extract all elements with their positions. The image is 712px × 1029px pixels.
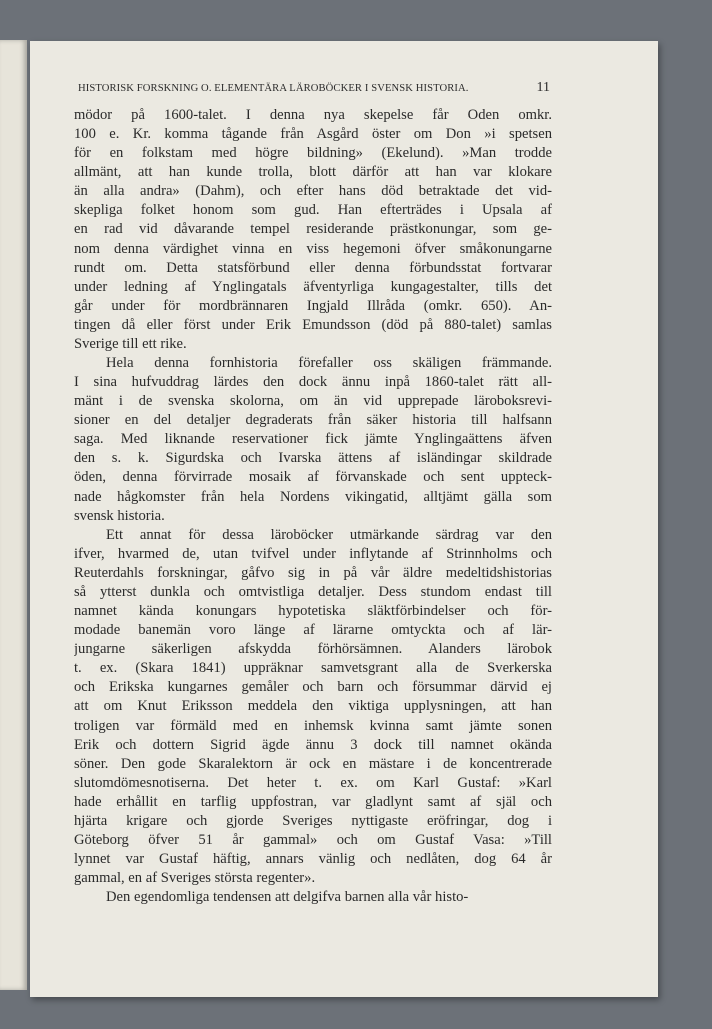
text-line: än alla andra» (Dahm), och efter hans död betraktade det vid- bbox=[74, 183, 552, 200]
text-line: nom denna värdighet vinna en viss hegemoni öfver småkonungarne bbox=[74, 240, 552, 257]
text-line: Den egendomliga tendensen att delgifva barnen alla vår histo- bbox=[106, 889, 469, 906]
text-line: t. ex. (Skara 1841) uppräknar samvetsgrant alla de Sverkerska bbox=[74, 660, 552, 677]
text-line: öden, denna förvirrade mosaik af förvanskade och sent uppteck- bbox=[74, 469, 552, 486]
body-text bbox=[74, 106, 552, 907]
page-header bbox=[78, 80, 550, 96]
text-line: allmänt, att han kunde trolla, blott därför att han var klokare bbox=[74, 164, 552, 181]
text-line: söner. Den gode Skaralektorn är ock en mästare i de koncentrerade bbox=[74, 755, 552, 772]
text-line: Sverige till ett rike. bbox=[74, 335, 187, 352]
facing-page-edge bbox=[0, 40, 27, 990]
text-line: att om Knut Eriksson meddela den viktiga upplysningen, att han bbox=[74, 698, 552, 715]
text-line: och Erikska kungarnes gemåler och barn och försummar därvid ej bbox=[74, 679, 552, 696]
text-line: saga. Med liknande reservationer fick jämte Ynglingaättens äfven bbox=[74, 431, 552, 448]
text-line: ifver, hvarmed de, utan tvifvel under inflytande af Strinnholms och bbox=[74, 545, 552, 562]
text-line: hade erhållit en tarflig uppfostran, var gladlynt samt af själ och bbox=[74, 793, 552, 810]
text-line: slutomdömesnotiserna. Det heter t. ex. om Karl Gustaf: »Karl bbox=[74, 774, 552, 791]
text-line: lynnet var Gustaf häftig, annars vänlig och nedlåten, dog 64 år bbox=[74, 851, 552, 868]
text-line: den s. k. Sigurdska och Ivarska ättens af isländingar skildrade bbox=[74, 450, 552, 467]
text-line: svensk historia. bbox=[74, 507, 165, 524]
text-line: Hela denna fornhistoria förefaller oss skäligen främmande. bbox=[106, 355, 552, 372]
text-line: för en folkstam med högre bildning» (Ekelund). »Man trodde bbox=[74, 145, 552, 162]
text-line: 100 e. Kr. komma tågande från Asgård öster om Don »i spetsen bbox=[74, 126, 552, 143]
text-line: mödor på 1600-talet. I denna nya skepelse får Oden omkr. bbox=[74, 107, 552, 123]
text-line: jungarne säkerligen afskydda förhörsämnen. Alanders lärobok bbox=[74, 641, 552, 658]
page-number: 11 bbox=[536, 80, 550, 95]
text-line: under ledning af Ynglingatals äfventyrliga kungagestalter, tills det bbox=[74, 278, 552, 295]
text-line: Erik och dottern Sigrid ägde ännu 3 dock till namnet okända bbox=[74, 736, 552, 753]
text-line: I sina hufvuddrag lärdes den dock ännu inpå 1860-talet rätt all- bbox=[74, 374, 552, 391]
text-line: Ett annat för dessa läroböcker utmärkande särdrag var den bbox=[106, 526, 552, 543]
text-line: Göteborg öfver 51 år gammal» och om Gustaf Vasa: »Till bbox=[74, 831, 552, 848]
text-line: nade hågkomster från hela Nordens vikingatid, alltjämt gälla som bbox=[74, 488, 552, 505]
text-line: går under för mordbrännaren Ingjald Illråda (omkr. 650). An- bbox=[74, 297, 552, 314]
text-line: hjärta krigare och gjorde Sveriges nyttigaste eröfringar, dog i bbox=[74, 812, 552, 829]
text-line: mänt i de svenska skolorna, om än vid upprepade läroboksrevi- bbox=[74, 393, 552, 410]
text-line: troligen var förmäld med en inhemsk kvinna samt jämte sonen bbox=[74, 717, 552, 734]
text-line: skepliga folket honom som gud. Han efterträdes i Upsala af bbox=[74, 202, 552, 219]
text-line: tingen då eller först under Erik Emundsson (död på 880-talet) samlas bbox=[74, 316, 552, 333]
text-line: Reuterdahls forskningar, gåfvo sig in på vår äldre medeltidshistorias bbox=[74, 564, 552, 581]
text-line: rundt om. Detta statsförbund eller denna förbundsstat fortvarar bbox=[74, 259, 552, 276]
text-line: namnet kända konungars hypotetiska släktförbindelser och för- bbox=[74, 603, 552, 620]
running-head: HISTORISK FORSKNING O. ELEMENTÄRA LÄROBÖCKER I SVENSK HISTORIA. bbox=[78, 83, 469, 94]
text-line: gammal, en af Sveriges största regenter». bbox=[74, 870, 316, 887]
text-line: modade banemän voro länge af lärarne omtyckta och af lär- bbox=[74, 622, 552, 639]
text-line: så ytterst dunkla och omtvistliga detaljer. Dess stundom endast till bbox=[74, 583, 552, 600]
text-line: en rad vid dåvarande tempel residerande prästkonungar, som ge- bbox=[74, 221, 552, 238]
text-line: sioner en del detaljer degraderats från säker historia till halfsann bbox=[74, 412, 552, 429]
